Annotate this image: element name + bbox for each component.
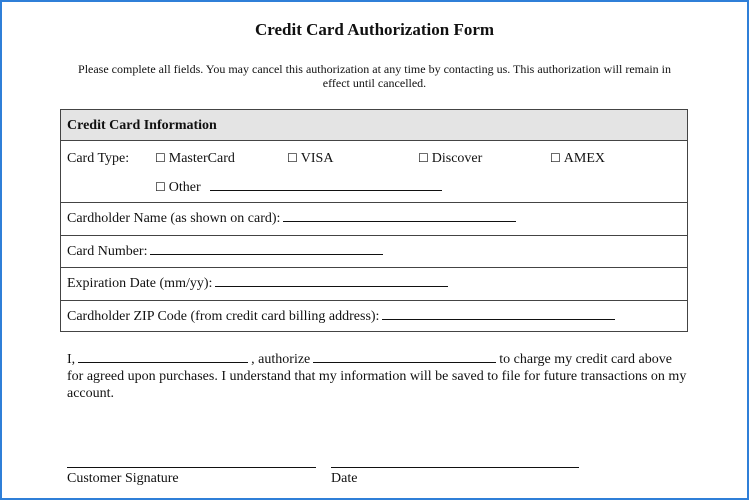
option-discover[interactable]: [418, 151, 482, 167]
checkbox-icon[interactable]: ☐: [155, 180, 166, 194]
zip-row: [61, 301, 687, 334]
zip-field[interactable]: [382, 307, 615, 320]
cardholder-name-field[interactable]: [283, 209, 516, 222]
card-number-field[interactable]: [150, 242, 383, 255]
checkbox-icon[interactable]: ☐: [418, 151, 429, 165]
date-line[interactable]: [331, 467, 579, 468]
card-type-label: Card Type:: [67, 151, 130, 166]
auth-text-1: I,: [67, 352, 76, 367]
option-label: AMEX: [563, 151, 605, 166]
checkbox-icon[interactable]: ☐: [550, 151, 561, 165]
option-label: Other: [168, 180, 201, 195]
expiration-row: [61, 268, 687, 301]
customer-signature-label: Customer Signature: [67, 471, 179, 486]
option-visa[interactable]: [287, 151, 333, 167]
option-label: MasterCard: [168, 151, 235, 166]
zip-label: Cardholder ZIP Code (from credit card billing address):: [67, 308, 380, 324]
card-number-label: Card Number:: [67, 243, 148, 259]
auth-text-2: , authorize: [251, 352, 311, 367]
form-title: Credit Card Authorization Form: [254, 20, 495, 39]
option-label: VISA: [300, 151, 334, 166]
auth-text-3: to charge my credit card above for agreed upon purchases. I understand that my information will be saved to file for future transactions on my account.: [67, 352, 687, 401]
credit-card-info-section: [60, 109, 688, 332]
cardholder-name-label: Cardholder Name (as shown on card):: [67, 211, 281, 226]
card-number-row: [61, 236, 687, 269]
authorization-statement: [67, 351, 687, 402]
customer-signature-line[interactable]: [67, 467, 316, 468]
customer-name-field[interactable]: [78, 351, 248, 363]
section-header: Credit Card Information: [61, 110, 687, 141]
checkbox-icon[interactable]: ☐: [155, 151, 166, 165]
expiration-field[interactable]: [215, 274, 448, 287]
checkbox-icon[interactable]: ☐: [287, 151, 298, 165]
merchant-name-field[interactable]: [313, 351, 496, 363]
other-card-type-field[interactable]: [210, 178, 442, 191]
option-label: Discover: [431, 151, 483, 166]
option-mastercard[interactable]: [155, 151, 235, 167]
cardholder-name-row: [61, 203, 687, 236]
form-intro: Please complete all fields. You may cancel this authorization at any time by contacting us. This authorization will remain in effect until cancelled.: [78, 62, 671, 90]
option-other[interactable]: [155, 178, 442, 196]
expiration-label: Expiration Date (mm/yy):: [67, 276, 213, 291]
date-label: Date: [331, 471, 358, 486]
option-amex[interactable]: [550, 151, 605, 167]
card-type-row: [61, 141, 687, 203]
